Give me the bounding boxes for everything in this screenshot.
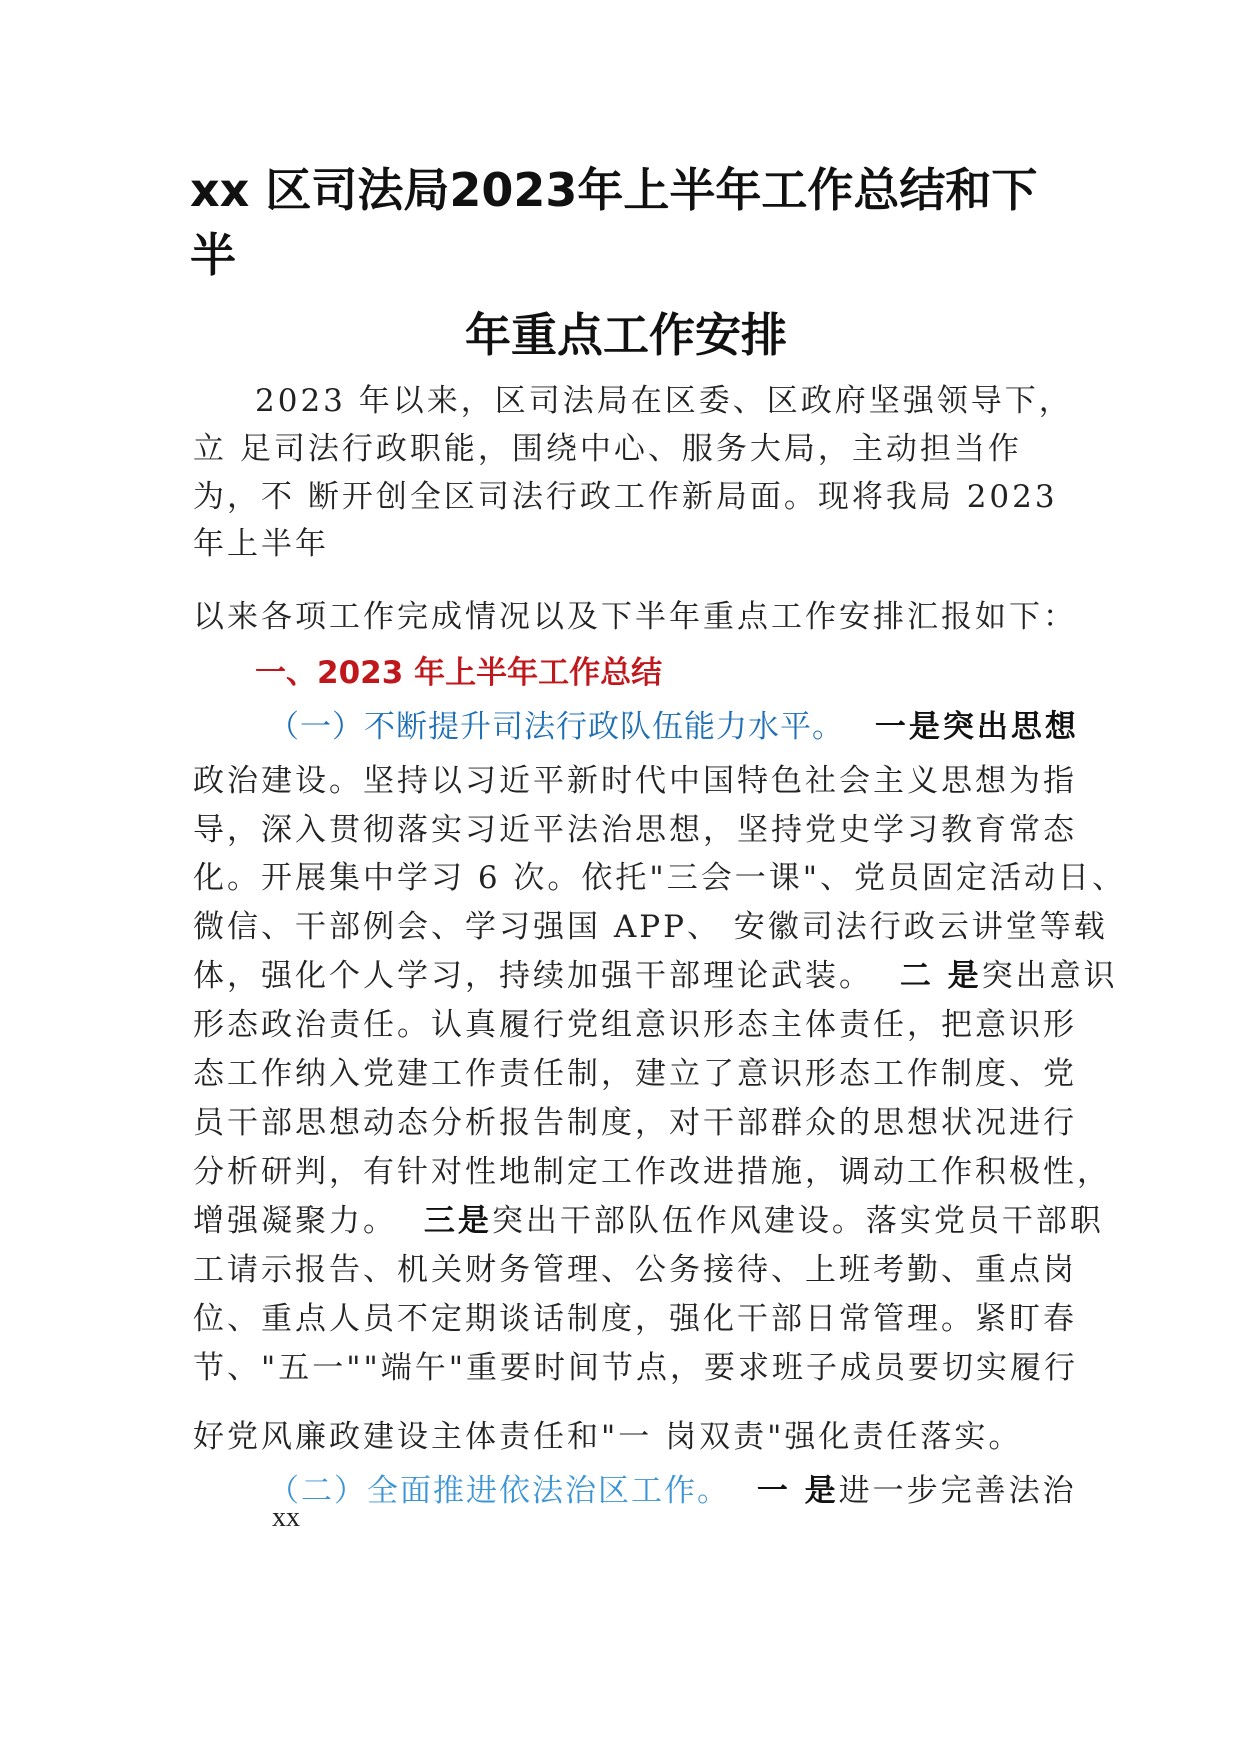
body-line-5-post: 突出意识: [981, 958, 1118, 994]
body-line-2: 导，深入贯彻落实习近平法治思想，坚持党史学习教育常态: [193, 812, 1077, 848]
body-line-10-pre: 增强凝聚力。: [193, 1203, 397, 1239]
body-line-4: 微信、干部例会、学习强国 APP、 安徽司法行政云讲堂等载: [193, 909, 1108, 945]
document-title-line3: 年重点工作安排: [465, 308, 787, 362]
body-line-8: 员干部思想动态分析报告制度，对干部群众的思想状况进行: [193, 1105, 1077, 1141]
sub-heading-1-lead: 一是突出思想: [874, 709, 1079, 745]
body-line-10: [193, 1201, 1104, 1241]
footer-text: xx: [272, 1502, 300, 1533]
body-line-6: 形态政治责任。认真履行党组意识形态主体责任，把意识形: [193, 1007, 1077, 1043]
sub-heading-2-post: 进一步完善法治: [838, 1473, 1077, 1509]
body-line-12: 位、重点人员不定期谈话制度，强化干部日常管理。紧盯春: [193, 1301, 1077, 1337]
intro-line-1: 2023 年以来，区司法局在区委、区政府坚强领导下，: [255, 383, 1073, 419]
intro-line-2: 立 足司法行政职能，围绕中心、服务大局，主动担当作: [193, 431, 1022, 467]
body-line-10-post: 突出干部队伍作风建设。落实党员干部职: [491, 1203, 1104, 1239]
body-line-11: 工请示报告、机关财务管理、公务接待、上班考勤、重点岗: [193, 1252, 1077, 1288]
intro-line-4: 年上半年: [193, 526, 329, 562]
body-line-7: 态工作纳入党建工作责任制，建立了意识形态工作制度、党: [193, 1056, 1077, 1092]
document-title-line1: xx 区司法局2023年上半年工作总结和下: [190, 163, 1038, 217]
sub-heading-2-row: [268, 1471, 1077, 1511]
sub-heading-1-row: [268, 707, 1079, 747]
document-title-line2: 半: [190, 228, 236, 282]
body-line-1: 政治建设。坚持以习近平新时代中国特色社会主义思想为指: [193, 763, 1077, 799]
body-line-5-pre: 体，强化个人学习，持续加强干部理论武装。: [193, 958, 873, 994]
body-line-10-bold: 三是: [423, 1203, 492, 1239]
sub-heading-2: （二）全面推进依法治区工作。: [268, 1473, 730, 1509]
body-line-5: [193, 956, 1118, 996]
body-line-5-bold: 二 是: [899, 958, 982, 994]
sub-heading-2-bold: 一 是: [756, 1473, 839, 1509]
section-heading-1: 一、2023 年上半年工作总结: [255, 655, 663, 691]
intro-line-5: 以来各项工作完成情况以及下半年重点工作安排汇报如下：: [193, 599, 1077, 635]
body-line-9: 分析研判，有针对性地制定工作改进措施，调动工作积极性，: [193, 1154, 1111, 1190]
intro-line-3: 为，不 断开创全区司法行政工作新局面。现将我局 2023: [193, 479, 1058, 515]
body-line-3: 化。开展集中学习 6 次。依托"三会一课"、党员固定活动日、: [193, 860, 1126, 896]
body-line-13: 节、"五一""端午"重要时间节点，要求班子成员要切实履行: [193, 1350, 1079, 1386]
sub-heading-1: （一）不断提升司法行政队伍能力水平。: [268, 709, 844, 745]
body-line-14: 好党风廉政建设主体责任和"一 岗双责"强化责任落实。: [193, 1419, 1023, 1455]
